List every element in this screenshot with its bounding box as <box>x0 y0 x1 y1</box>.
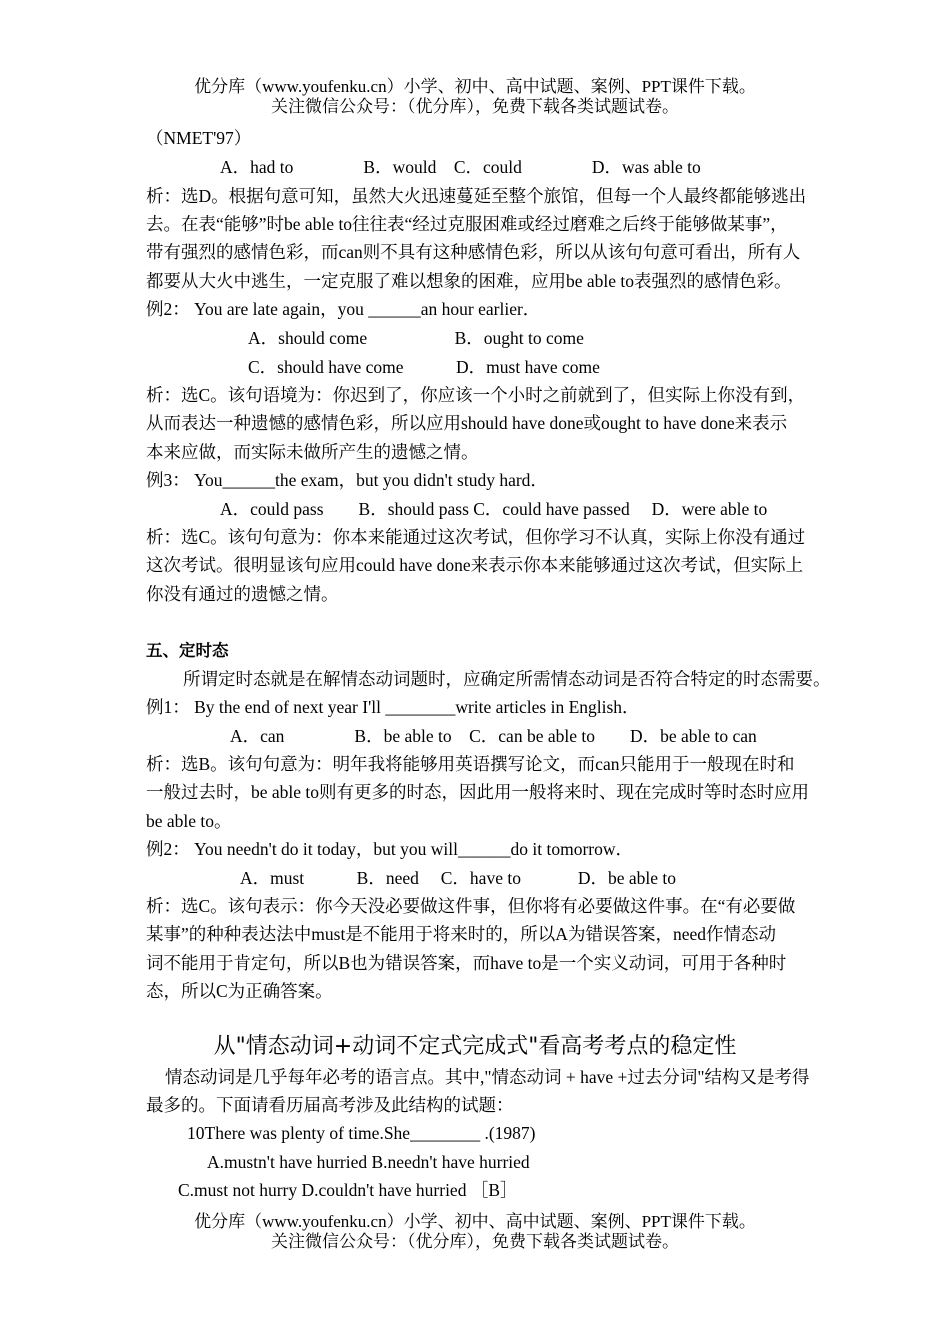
header-line-1: 优分库（www.youfenku.cn）小学、初中、高中试题、案例、PPT课件下载。 <box>194 77 756 96</box>
analysis-line: be able to。 <box>146 811 232 831</box>
analysis-line: 这次考试。很明显该句应用could have done来表示你本来能够通过这次考试，但实际上 <box>146 555 804 575</box>
example-question: 例1： By the end of next year I'll ________write articles in English． <box>146 697 640 717</box>
analysis-line: 都要从大火中逃生，一定克服了难以想象的困难，应用be able to表强烈的感情色彩。 <box>146 271 792 291</box>
question-source: （NMET'97） <box>146 128 252 148</box>
example-question: 例3： You______the exam，but you didn't study hard． <box>146 470 548 490</box>
analysis-line: 从而表达一种遗憾的感情色彩，所以应用should have done或ought to have done来表示 <box>146 413 788 433</box>
options-line: A.mustn't have hurried B.needn't have hurried <box>207 1152 530 1172</box>
analysis-line: 析：选B。该句句意为：明年我将能够用英语撰写论文，而can只能用于一般现在时和 <box>146 754 795 774</box>
options-line: A．can B．be able to C．can be able to D．be able to can <box>230 726 757 746</box>
analysis-line: 析：选C。该句语境为：你迟到了，你应该一个小时之前就到了，但实际上你没有到， <box>146 385 806 405</box>
article-title: 从"情态动词+动词不定式完成式"看高考考点的稳定性 <box>213 1034 737 1059</box>
section-heading: 五、定时态 <box>146 641 229 660</box>
options-line: C.must not hurry D.couldn't have hurried ［B］ <box>178 1180 518 1200</box>
analysis-line: 词不能用于肯定句，所以B也为错误答案，而have to是一个实义动词，可用于各种时 <box>146 953 787 973</box>
analysis-line: 带有强烈的感情色彩，而can则不具有这种感情色彩，所以从该句句意可看出，所有人 <box>146 242 801 262</box>
analysis-line: 本来应做，而实际未做所产生的遗憾之情。 <box>146 442 479 462</box>
footer-line-2: 关注微信公众号：（优分库），免费下载各类试题试卷。 <box>271 1232 679 1251</box>
analysis-line: 态，所以C为正确答案。 <box>146 981 333 1001</box>
analysis-line: 去。在表“能够”时be able to往往表“经过克服困难或经过磨难之后终于能够做某事”， <box>146 214 788 234</box>
options-line: A．had to B．would C．could D．was able to <box>220 157 701 177</box>
options-line: A．could pass B．should pass C．could have passed D．were able to <box>220 499 768 519</box>
article-intro: 最多的。下面请看历届高考涉及此结构的试题： <box>146 1095 514 1115</box>
example-question: 例2： You are late again，you ______an hour earlier． <box>146 299 541 319</box>
example-question: 例2： You needn't do it today，but you will______do it tomorrow． <box>146 839 633 859</box>
analysis-line: 析：选C。该句表示：你今天没必要做这件事，但你将有必要做这件事。在“有必要做 <box>146 896 796 916</box>
footer-line-1: 优分库（www.youfenku.cn）小学、初中、高中试题、案例、PPT课件下载。 <box>194 1212 756 1231</box>
analysis-line: 你没有通过的遗憾之情。 <box>146 584 339 604</box>
example-question: 10There was plenty of time.She________ .(1987) <box>187 1123 536 1143</box>
section-intro: 所谓定时态就是在解情态动词题时，应确定所需情态动词是否符合特定的时态需要。 <box>183 669 831 689</box>
options-line: A．must B．need C．have to D．be able to <box>240 868 676 888</box>
header-line-2: 关注微信公众号：（优分库），免费下载各类试题试卷。 <box>271 97 679 116</box>
options-line: C．should have come D．must have come <box>248 357 600 377</box>
analysis-line: 某事”的种种表达法中must是不能用于将来时的，所以A为错误答案，need作情态动 <box>146 924 776 944</box>
options-line: A．should come B．ought to come <box>248 328 584 348</box>
analysis-line: 析：选C。该句句意为：你本来能通过这次考试，但你学习不认真，实际上你没有通过 <box>146 527 806 547</box>
article-intro: 情态动词是几乎每年必考的语言点。其中,"情态动词 + have +过去分词"结构又是考得 <box>165 1067 810 1087</box>
analysis-line: 一般过去时，be able to则有更多的时态，因此用一般将来时、现在完成时等时态时应用 <box>146 782 810 802</box>
analysis-line: 析：选D。根据句意可知，虽然大火迅速蔓延至整个旅馆，但每一个人最终都能够逃出 <box>146 186 807 206</box>
